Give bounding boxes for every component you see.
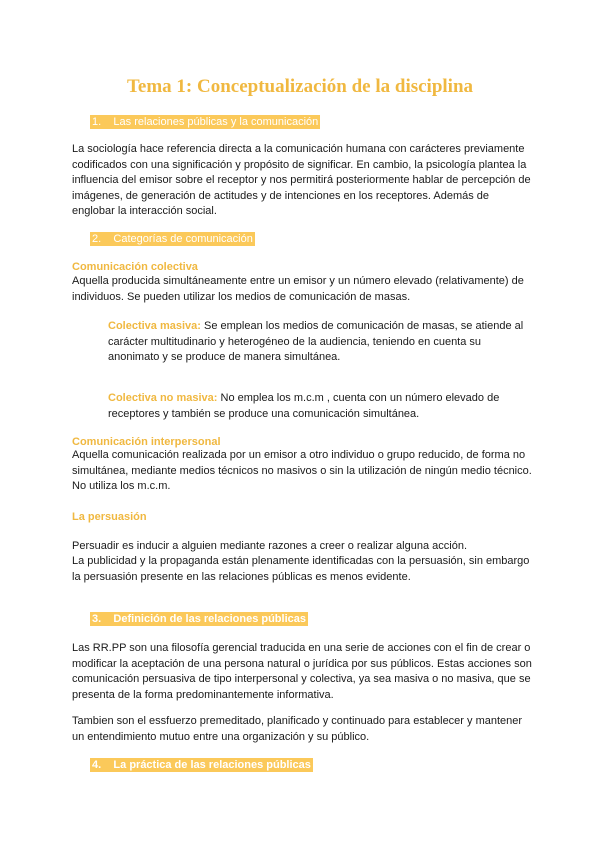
section-heading-1 — [90, 115, 320, 129]
section-number: 2. — [92, 233, 102, 245]
section-title: Las relaciones públicas y la comunicación — [113, 116, 319, 128]
paragraph-sociologia: La sociología hace referencia directa a la comunicación humana con carácteres previamente codificados con una significación y propósito de significar. En cambio, la psicología plantea la influencia del emisor sobre el receptor y nos permitirá posteriormente hablar de percepción de imágenes, de generación de actitudes y de intenciones en los receptores. Además de englobar la interacción social. — [72, 143, 531, 217]
paragraph-colectiva: Aquella producida simultáneamente entre un emisor y un número elevado (relativamente) de individuos. Se pueden utilizar los medios de comunicación de masas. — [72, 275, 524, 303]
subheading-colectiva: Comunicación colectiva — [72, 261, 198, 273]
paragraph-colectiva-no-masiva — [108, 391, 532, 422]
section-number: 3. — [92, 613, 102, 625]
label-colectiva-masiva: Colectiva masiva: — [108, 320, 201, 332]
section-title: Categorías de comunicación — [113, 233, 253, 245]
label-colectiva-no-masiva: Colectiva no masiva: — [108, 392, 218, 404]
page-title: Tema 1: Conceptualización de la disciplina — [126, 76, 474, 97]
section-title: La práctica de las relaciones públicas — [113, 759, 311, 771]
section-number: 4. — [92, 759, 102, 771]
section-heading-4 — [90, 758, 313, 772]
text-colectiva-no-masiva: No emplea los m.c.m , cuenta con un número elevado de receptores y también se produce una comunicación simultánea. — [108, 392, 500, 420]
paragraph-definicion: Las RR.PP son una filosofía gerencial traducida en una serie de acciones con el fin de crear o modificar la aceptación de una persona natural o jurídica por sus públicos. Estas acciones son comunicación persuasiva de tipo interpersonal y colectiva, ya sea masiva o no masiva, que se presenta de la forma predominantemente informativa. — [72, 642, 532, 701]
section-title: Definición de las relaciones públicas — [113, 613, 306, 625]
paragraph-persuasion-1: Persuadir es inducir a alguien mediante razones a creer o realizar alguna acción. — [72, 540, 468, 552]
paragraph-colectiva-masiva — [108, 319, 532, 366]
paragraph-tambien: Tambien son el essfuerzo premeditado, planificado y continuado para establecer y mantener un entendimiento mutuo entre una organización y su público. — [72, 715, 523, 743]
text-colectiva-masiva: Se emplean los medios de comunicación de masas, se atiende al carácter multitudinario y heterogéneo de la audiencia, teniendo en cuenta su anonimato y se produce de manera simultánea. — [108, 320, 524, 363]
subheading-persuasion: La persuasión — [72, 511, 147, 523]
section-number: 1. — [92, 116, 102, 128]
section-heading-2 — [90, 232, 255, 246]
paragraph-persuasion-2: La publicidad y la propaganda están plenamente identificadas con la persuasión, sin embargo la persuasión presente en las relaciones públicas es menos evidente. — [72, 555, 530, 583]
paragraph-interpersonal: Aquella comunicación realizada por un emisor a otro individuo o grupo reducido, de forma no simultánea, mediante medios técnicos no masivos o sin la utilización de ningún medio técnico. No utiliza los m.c.m. — [72, 449, 532, 492]
subheading-interpersonal: Comunicación interpersonal — [72, 436, 221, 448]
section-heading-3 — [90, 612, 308, 626]
